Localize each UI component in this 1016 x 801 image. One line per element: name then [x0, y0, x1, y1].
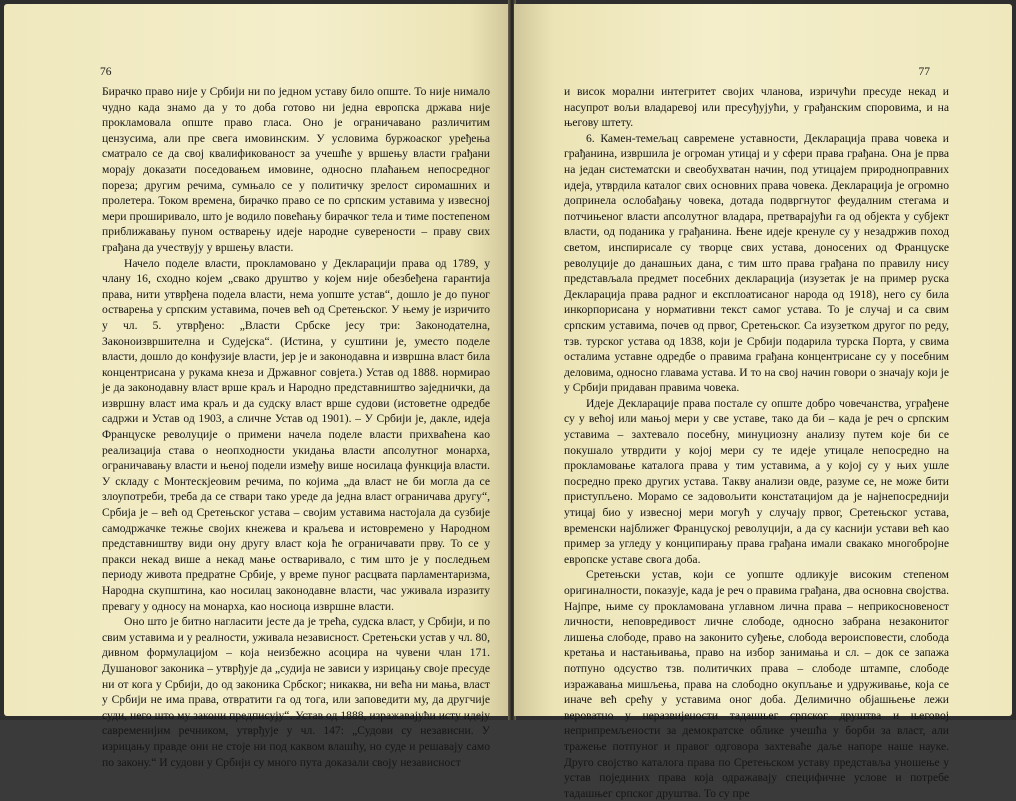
- paragraph: Сретењски устав, који се уопште одликује високим степеном оригиналности, показује, када је реч о правима грађана, два основна својства. Најпре, њиме су прокламована углавном лична права – неприкосновеност личности, неповредивост личне слободе, односно забрана незаконитог лишења слободе, право на законито суђење, слобода вероисповести, слобода кретања и настањивања, право на избор занимања и сл. – док се запажа потпуно одсуство тзв. политичких права – слободе штампе, слободе изражавања мишљења, права на слободно окупљање и удруживање, која се иначе већ срећу у уставима оног доба. Делимично објашњење лежи вероватно у неразвијености тадашњег српског друштва и његовој неприпремљености за демократске облике учешћа у борби за власт, али тражење потпуног и правог одговора захтеваће даље напоре наше науке. Друго својство каталога права по Сретењском уставу представља уношење у устав појединих права која одражавају специфичне услове и потребе тадашњег српског друштва. То су пре: [564, 568, 949, 800]
- right-page: [514, 4, 1012, 800]
- right-page-number: 77: [918, 66, 930, 78]
- left-page-text: [102, 84, 490, 770]
- right-page-text: [564, 84, 949, 801]
- paragraph: Начело поделе власти, прокламовано у Декларацији права од 1789, у члану 16, сходно којем „свако друштво у којем није обезбеђена гарантија права, нити утврђена подела власти, нема уопште устав“, дошло је до пуног остварења у српским уставима, почев већ од Сретењског. У њему је изричито у чл. 5. утврђено: „Власти Србске јесу три: Законодателна, Законоизвршителна и Судејска“. (Истина, у суштини је, уместо поделе власти, дошло до конфузије власти, јер је и законодавна и извршна власт била концентрисана у рукама кнеза и Државног совјета.) Устав од 1888. нормирао је да законодавну власт врше краљ и Народно представништво заједнички, да извршну власт има краљ и да судску власт врше судови (истоветне одредбе садржи и Устав од 1903, а сличне Устав од 1901). – У Србији је, дакле, идеја Француске револуције о примени начела поделе власти прихваћена као реализација става о неопходности укидања власти апсолутног монарха, ограничавању власти и њеној подели између више носилаца функција власти. У складу с Монтескјеовим речима, по којима „да власт не би могла да се злоупотреби, треба да се ствари тако уреде да једна власт ограничава другу“, Србија је – већ од Сретењског устава – својим уставима настојала да сузбије самодржачке тежње својих кнежева и краљева и истовремено у Народном представништву види ону другу власт која ће ограничавати прву. То се у пракси некад више а некад мање остваривало, с тим што је у последњем периоду живота предратне Србије, у време пуног расцвата парламентаризма, Народна скупштина, као носилац законодавне власти, час уживала изразиту превагу у односу на монарха, као носиоца извршне власти.: [102, 256, 490, 613]
- paragraph: Идеје Декларације права постале су опште добро човечанства, уграђене су у већој или мањој мери у све уставе, тако да би – када је реч о српским уставима – захтевало посебну, минуциозну анализу путем које би се покушало утврдити у којој мери су те идеје утицале непосредно на прокламовање каталога права у тим уставима, а у којој су у њих ушле посредно преко других устава. Такву анализи овде, разуме се, не може бити приступљено. Морамо се задовољити констатацијом да је најнепосреднији утицај био у извесној мери могућ у случају првог, Сретењског устава, временски најближег Француској револуцији, а да су каснији устави већ као пример за угледу у конципирању права грађана имали свакако многобројне европске уставе свога доба.: [564, 396, 949, 566]
- left-page-number: 76: [100, 66, 112, 78]
- left-page: [4, 4, 510, 769]
- paragraph: Оно што је битно нагласити јесте да је трећа, судска власт, у Србији, и по свим уставима и у реалности, уживала независност. Сретењски устав у чл. 80, дивном формулацијом – која неизбежно асоцира на чувени члан 171. Душановог законика – утврђује да „судија не зависи у изрицању своје пресуде ни от кога у Србији, до од законика Србског; никаква, ни већа ни мања, власт у Србији не има права, отвратити га од тога, или заповедити му, да другчије суди, него што му закони предписују“. Устав од 1888, изражавајући исту идеју савременијим речником, утврђује у чл. 147: „Судови су независни. У изрицању правде они не стоје ни под каквом влашћу, но суде и решавају само по закону.“ И судови у Србији су много пута доказали своју независност: [102, 615, 490, 769]
- paragraph: Бирачко право није у Србији ни по једном уставу било опште. То није нимало чудно када знамо да у то доба готово ни једна европска држава није прокламовала опште право гласа. Оно је ограничавано различитим цензусима, али пре свега имовинским. У условима буржоаског уређења сматрало се да свој квалификованост за учешће у вршењу власти грађани морају доказати поседовањем имовине, односно плаћањем непосредног пореза; другим речима, сумњало се у политичку зрелост сиромашних и пролетера. Током времена, бирачко право се по српским уставима у извесној мери проширивало, што је водило повећању бирачког тела и тиме постепеном приближавању пуном остварењу идеје народне суверености – праву свих грађана да учествују у вршењу власти.: [102, 85, 490, 254]
- paragraph: и висок морални интегритет својих чланова, изричући пресуде некад и насупрот вољи владаревој или пресуђујући, у грађанским споровима, и на његову штету.: [564, 85, 949, 130]
- paragraph: 6. Камен-темељац савремене уставности, Декларација права човека и грађанина, извршила је огроман утицај и у сфери права грађана. Она је прва на један систематски и свеобухватан начин, под утицајем природноправних идеја, утврдила каталог свих основних права човека. Декларација је огромно допринела ослобађању човека, дотада подвргнутог феудалним стегама и потчињеног власти апсолутног владара, претварајући га од објекта у субјект власти, од поданика у грађанина. Њене идеје кренуле су у незадржив поход светом, инспирисале су творце свих устава, доносених од Француске револуције до данашњих дана, с тим што права грађана по правилу нису представљала предмет посебних декларација (изузетак је на пример руска Декларација права радног и експлоатисаног народа од 1918), него су била инкорпорисана у нормативни текст самог устава. То је случај и са свим српским уставима, почев од првог, Сретењског. Са изузетком другог по реду, тзв. турског устава од 1838, који је Србији подарила турска Порта, у свима осталима уставне одредбе о правима грађана концентрисане су у посебним деловима, односно главама устава. И то на свој начин говори о значају који је у Србији придаван правима човека.: [564, 131, 949, 395]
